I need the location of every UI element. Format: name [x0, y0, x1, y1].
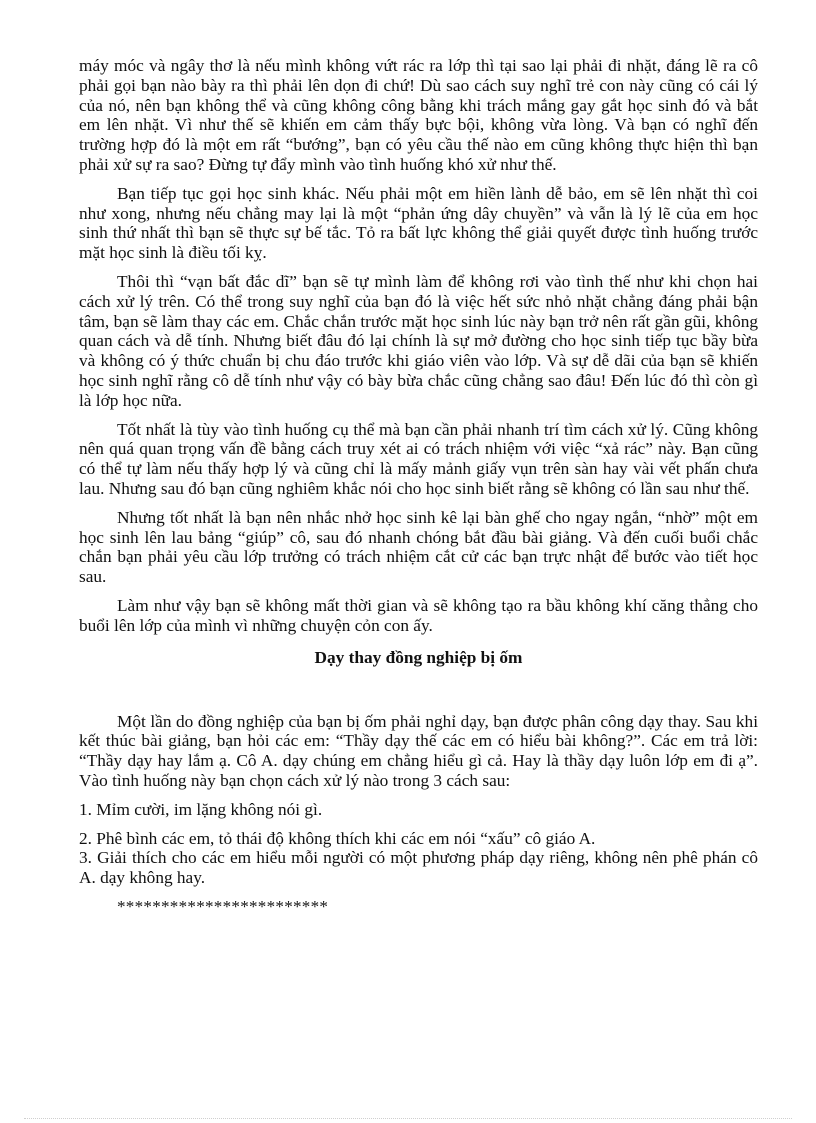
- scenario-paragraph: Một lần do đồng nghiệp của bạn bị ốm phải nghỉ dạy, bạn được phân công dạy thay. Sau khi kết thúc bài giảng, bạn hỏi các em: “Thầy dạy thế các em có hiểu bài không?”. Các em trả lời: “Thầy dạy hay lắm ạ. Cô A. dạy chúng em chẳng hiểu gì cả. Hay là thầy dạy luôn lớp em đi ạ”. Vào tình huống này bạn chọn cách xử lý nào trong 3 cách sau:: [79, 711, 758, 790]
- body-paragraph-5: Nhưng tốt nhất là bạn nên nhắc nhở học sinh kê lại bàn ghế cho ngay ngắn, “nhờ” một em học sinh lên lau bảng “giúp” cô, sau đó nhanh chóng bắt đầu bài giảng. Và đến cuối buổi chắc chắn bạn phải yêu cầu lớp trưởng có trách nhiệm cắt cử các bạn trực nhật để bước vào tiết học sau.: [79, 507, 758, 587]
- option-2: 2. Phê bình các em, tỏ thái độ không thích khi các em nói “xấu” cô giáo A.: [79, 828, 596, 848]
- page-bottom-rule: [24, 1118, 792, 1119]
- body-paragraph-2: Bạn tiếp tục gọi học sinh khác. Nếu phải một em hiền lành dễ bảo, em sẽ lên nhặt thì coi như xong, nhưng nếu chẳng may lại là một “phản ứng dây chuyền” và vẫn là lý lẽ của em học sinh thứ nhất thì bạn sẽ thực sự bế tắc. Tỏ ra bất lực không thể giải quyết được tình huống trước mặt học sinh là điều tối kỵ.: [79, 183, 758, 263]
- heading-spacer: [79, 668, 758, 712]
- body-paragraph-1: máy móc và ngây thơ là nếu mình không vứt rác ra lớp thì tại sao lại phải đi nhặt, đáng lẽ ra cô phải gọi bạn nào bày ra thì phải lên dọn đi chứ! Dù sao cách suy nghĩ trẻ con này cũng có cái lý của nó, nên bạn không thể và cũng không công bằng khi trách mắng gay gắt học sinh đó và bắt em lên nhặt. Vì như thế sẽ khiến em cảm thấy bực bội, không vừa lòng. Và bạn có nghĩ đến trường hợp đó là một em rất “bướng”, bạn có yêu cầu thế nào em cũng không thực hiện thì bạn phải xử sự ra sao? Đừng tự đẩy mình vào tình huống khó xử như thế.: [79, 56, 758, 174]
- option-1: 1. Mỉm cười, im lặng không nói gì.: [79, 799, 323, 819]
- body-paragraph-4: Tốt nhất là tùy vào tình huống cụ thể mà bạn cần phải nhanh trí tìm cách xử lý. Cũng không nên quá quan trọng vấn đề bằng cách truy xét ai có trách nhiệm với việc “xả rác” này. Bạn cũng có thể tự làm nếu thấy hợp lý và cũng chỉ là mấy mảnh giấy vụn trên sàn hay vài vết phấn chưa lau. Nhưng sau đó bạn cũng nghiêm khắc nói cho học sinh biết rằng sẽ không có lần sau như thế.: [79, 419, 758, 498]
- body-paragraph-3: Thôi thì “vạn bất đắc dĩ” bạn sẽ tự mình làm để không rơi vào tình thế như khi chọn hai cách xử lý trên. Có thể trong suy nghĩ của bạn đó là việc hết sức nhỏ nhặt chẳng đáng phải bận tâm, bạn sẽ làm thay các em. Chắc chắn trước mặt học sinh lúc này bạn trở nên rất gần gũi, không quan cách và dễ tính. Nhưng biết đâu đó lại chính là sự mở đường cho học sinh tiếp tục bầy bừa và không có ý thức chuẩn bị chu đáo trước khi giáo viên vào lớp. Và sự dễ dãi của bạn sẽ khiến học sinh nghĩ rằng cô dễ tính như vậy có bày bừa chắc cũng chẳng sao đâu! Đến lúc đó thì còn gì là lớp học nữa.: [79, 271, 758, 410]
- option-3: 3. Giải thích cho các em hiểu mỗi người có một phương pháp dạy riêng, không nên phê phán cô A. dạy không hay.: [79, 848, 758, 888]
- body-paragraph-6: Làm như vậy bạn sẽ không mất thời gian và sẽ không tạo ra bầu không khí căng thẳng cho buổi lên lớp của mình vì những chuyện cỏn con ấy.: [79, 595, 758, 635]
- section-heading: Dạy thay đồng nghiệp bị ốm: [314, 647, 523, 667]
- section-separator: ************************: [117, 896, 329, 916]
